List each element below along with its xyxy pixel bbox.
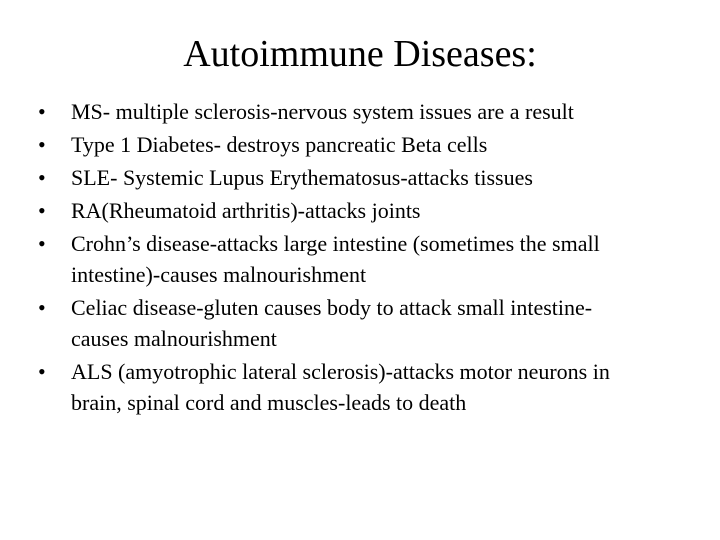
- list-item-text: ALS (amyotrophic lateral sclerosis)-attacks motor neurons in brain, spinal cord and muscles-leads to death: [71, 359, 610, 415]
- bullet-icon: •: [38, 99, 46, 124]
- list-item-text: Type 1 Diabetes- destroys pancreatic Beta cells: [71, 132, 488, 157]
- list-item: [38, 195, 648, 226]
- list-item-text: MS- multiple sclerosis-nervous system issues are a result: [71, 99, 574, 124]
- slide-title: Autoimmune Diseases:: [183, 33, 537, 75]
- bullet-icon: •: [38, 295, 46, 320]
- bullet-icon: •: [38, 231, 46, 256]
- list-item: [38, 228, 648, 290]
- list-item-text: SLE- Systemic Lupus Erythematosus-attacks tissues: [71, 165, 533, 190]
- bullet-icon: •: [38, 198, 46, 223]
- list-item: [38, 129, 648, 160]
- list-item-text: Celiac disease-gluten causes body to attack small intestine-causes malnourishment: [71, 295, 593, 351]
- list-item: [38, 96, 648, 127]
- list-item-text: Crohn’s disease-attacks large intestine (sometimes the small intestine)-causes malnourishment: [71, 231, 600, 287]
- bullet-icon: •: [38, 359, 46, 384]
- list-item: [38, 292, 648, 354]
- bullet-list: [38, 96, 648, 420]
- list-item: [38, 356, 648, 418]
- list-item-text: RA(Rheumatoid arthritis)-attacks joints: [71, 198, 421, 223]
- bullet-icon: •: [38, 165, 46, 190]
- list-item: [38, 162, 648, 193]
- bullet-icon: •: [38, 132, 46, 157]
